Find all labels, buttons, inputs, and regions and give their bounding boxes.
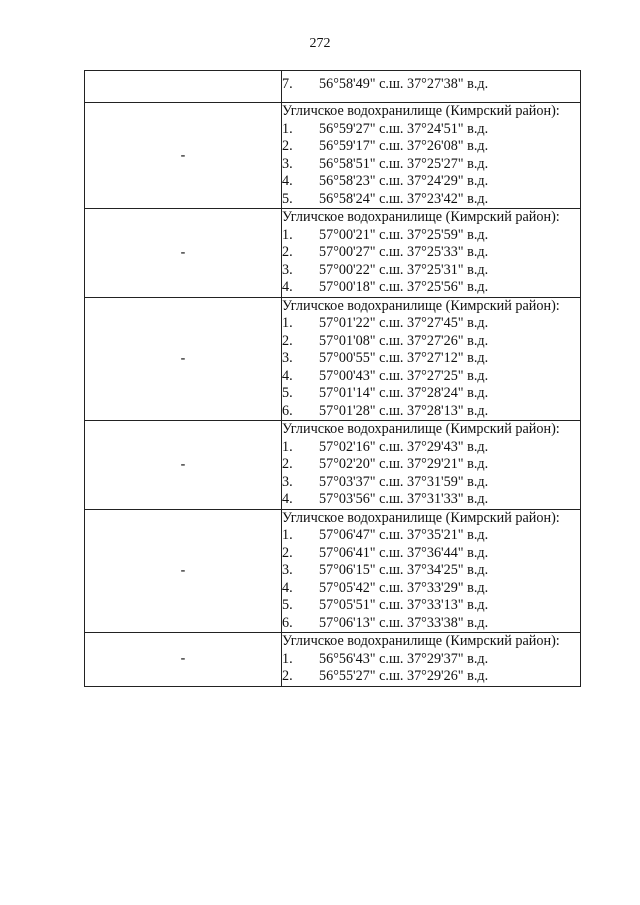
place-name: Угличское водохранилище (Кимрский район): <box>282 421 560 437</box>
coordinate-point <box>282 615 580 633</box>
point-coordinates: 57°01'08" с.ш. 37°27'26" в.д. <box>319 332 489 349</box>
coordinate-point <box>282 439 580 457</box>
row-marker-cell <box>85 209 282 298</box>
point-number: 2. <box>282 244 293 260</box>
point-number: 2. <box>282 668 293 684</box>
coordinate-point <box>282 403 580 421</box>
point-number: 4. <box>282 491 293 507</box>
row-marker-cell <box>85 71 282 103</box>
point-coordinates: 57°05'51" с.ш. 37°33'13" в.д. <box>319 597 489 613</box>
point-coordinates: 56°58'24" с.ш. 37°23'42" в.д. <box>319 190 489 207</box>
point-coordinates: 57°01'28" с.ш. 37°28'13" в.д. <box>319 402 489 419</box>
point-number: 5. <box>282 190 293 207</box>
row-marker-cell <box>85 297 282 421</box>
row-marker: - <box>180 147 186 163</box>
coordinate-point <box>282 244 580 262</box>
point-coordinates: 57°00'43" с.ш. 37°27'25" в.д. <box>319 367 489 384</box>
point-coordinates: 56°58'23" с.ш. 37°24'29" в.д. <box>319 173 489 189</box>
coordinates-table-body <box>85 71 581 687</box>
coordinate-point <box>282 456 580 474</box>
point-coordinates: 57°01'22" с.ш. 37°27'45" в.д. <box>319 315 489 331</box>
table-row <box>85 509 581 633</box>
table-row <box>85 633 581 687</box>
point-coordinates: 57°06'15" с.ш. 37°34'25" в.д. <box>319 562 489 578</box>
coordinate-point <box>282 651 580 669</box>
coordinate-point <box>282 474 580 492</box>
point-number: 1. <box>282 315 293 331</box>
point-coordinates: 57°06'47" с.ш. 37°35'21" в.д. <box>319 527 489 543</box>
coordinate-point <box>282 545 580 563</box>
point-coordinates: 57°03'56" с.ш. 37°31'33" в.д. <box>319 491 489 507</box>
point-coordinates: 57°00'18" с.ш. 37°25'56" в.д. <box>319 279 489 295</box>
coordinate-point <box>282 262 580 280</box>
point-coordinates: 56°55'27" с.ш. 37°29'26" в.д. <box>319 668 489 684</box>
point-number: 4. <box>282 367 293 384</box>
coordinates-cell <box>282 421 581 510</box>
point-coordinates: 57°03'37" с.ш. 37°31'59" в.д. <box>319 473 489 490</box>
coordinate-point <box>282 527 580 545</box>
coordinates-cell <box>282 209 581 298</box>
point-coordinates: 57°00'55" с.ш. 37°27'12" в.д. <box>319 350 489 366</box>
point-number: 1. <box>282 650 293 667</box>
point-number: 1. <box>282 527 293 543</box>
point-number: 3. <box>282 562 293 578</box>
coordinates-cell <box>282 633 581 687</box>
point-coordinates: 57°06'41" с.ш. 37°36'44" в.д. <box>319 544 489 561</box>
coordinate-point <box>282 191 580 209</box>
point-coordinates: 57°00'27" с.ш. 37°25'33" в.д. <box>319 244 489 260</box>
table-row <box>85 297 581 421</box>
point-coordinates: 57°01'14" с.ш. 37°28'24" в.д. <box>319 385 489 401</box>
point-coordinates: 57°00'21" с.ш. 37°25'59" в.д. <box>319 226 489 243</box>
point-number: 7. <box>282 76 293 92</box>
point-coordinates: 56°56'43" с.ш. 37°29'37" в.д. <box>319 650 489 667</box>
coordinate-point <box>282 315 580 333</box>
point-coordinates: 56°58'49" с.ш. 37°27'38" в.д. <box>319 76 489 92</box>
point-number: 3. <box>282 473 293 490</box>
table-row <box>85 103 581 209</box>
coordinate-point <box>282 597 580 615</box>
row-marker: - <box>180 350 186 366</box>
row-marker-cell <box>85 103 282 209</box>
coordinate-point <box>282 333 580 351</box>
point-number: 3. <box>282 261 293 278</box>
row-marker: - <box>180 651 186 667</box>
table-row <box>85 71 581 103</box>
point-coordinates: 56°59'17" с.ш. 37°26'08" в.д. <box>319 138 489 154</box>
point-number: 2. <box>282 332 293 349</box>
point-number: 5. <box>282 385 293 401</box>
coordinates-table <box>84 70 581 687</box>
row-marker-cell <box>85 421 282 510</box>
row-marker: - <box>180 456 186 472</box>
coordinates-cell <box>282 71 581 103</box>
point-number: 6. <box>282 614 293 631</box>
point-number: 1. <box>282 226 293 243</box>
place-name: Угличское водохранилище (Кимрский район): <box>282 633 560 649</box>
coordinate-point <box>282 173 580 191</box>
point-coordinates: 57°06'13" с.ш. 37°33'38" в.д. <box>319 614 489 631</box>
point-coordinates: 57°02'16" с.ш. 37°29'43" в.д. <box>319 438 489 455</box>
coordinate-point <box>282 668 580 686</box>
place-name: Угличское водохранилище (Кимрский район): <box>282 103 560 119</box>
point-coordinates: 56°58'51" с.ш. 37°25'27" в.д. <box>319 155 489 172</box>
coordinates-cell <box>282 297 581 421</box>
coordinates-cell <box>282 103 581 209</box>
point-number: 2. <box>282 456 293 472</box>
coordinate-point <box>282 227 580 245</box>
point-number: 2. <box>282 544 293 561</box>
coordinate-point <box>282 156 580 174</box>
point-number: 1. <box>282 438 293 455</box>
point-coordinates: 57°02'20" с.ш. 37°29'21" в.д. <box>319 456 489 472</box>
row-marker-cell <box>85 633 282 687</box>
point-coordinates: 57°05'42" с.ш. 37°33'29" в.д. <box>319 579 489 596</box>
coordinate-point <box>282 121 580 139</box>
place-name: Угличское водохранилище (Кимрский район): <box>282 297 560 314</box>
place-name: Угличское водохранилище (Кимрский район): <box>282 509 560 526</box>
coordinate-point <box>282 491 580 509</box>
point-number: 1. <box>282 120 293 137</box>
coordinate-point <box>282 385 580 403</box>
coordinate-point <box>282 368 580 386</box>
point-coordinates: 57°00'22" с.ш. 37°25'31" в.д. <box>319 261 489 278</box>
row-marker: - <box>180 562 186 578</box>
row-marker-cell <box>85 509 282 633</box>
point-number: 3. <box>282 155 293 172</box>
point-number: 5. <box>282 597 293 613</box>
point-number: 4. <box>282 279 293 295</box>
point-number: 4. <box>282 579 293 596</box>
point-number: 6. <box>282 402 293 419</box>
coordinate-point <box>282 279 580 297</box>
row-marker: - <box>180 244 186 260</box>
table-row <box>85 421 581 510</box>
table-row <box>85 209 581 298</box>
coordinates-cell <box>282 509 581 633</box>
place-name: Угличское водохранилище (Кимрский район): <box>282 209 560 225</box>
coordinate-point <box>282 138 580 156</box>
coordinate-point <box>282 580 580 598</box>
coordinate-point <box>282 350 580 368</box>
point-number: 4. <box>282 173 293 189</box>
coordinate-point <box>282 76 580 94</box>
point-number: 2. <box>282 138 293 154</box>
point-coordinates: 56°59'27" с.ш. 37°24'51" в.д. <box>319 120 489 137</box>
point-number: 3. <box>282 350 293 366</box>
page-number: 272 <box>309 36 331 51</box>
coordinate-point <box>282 562 580 580</box>
